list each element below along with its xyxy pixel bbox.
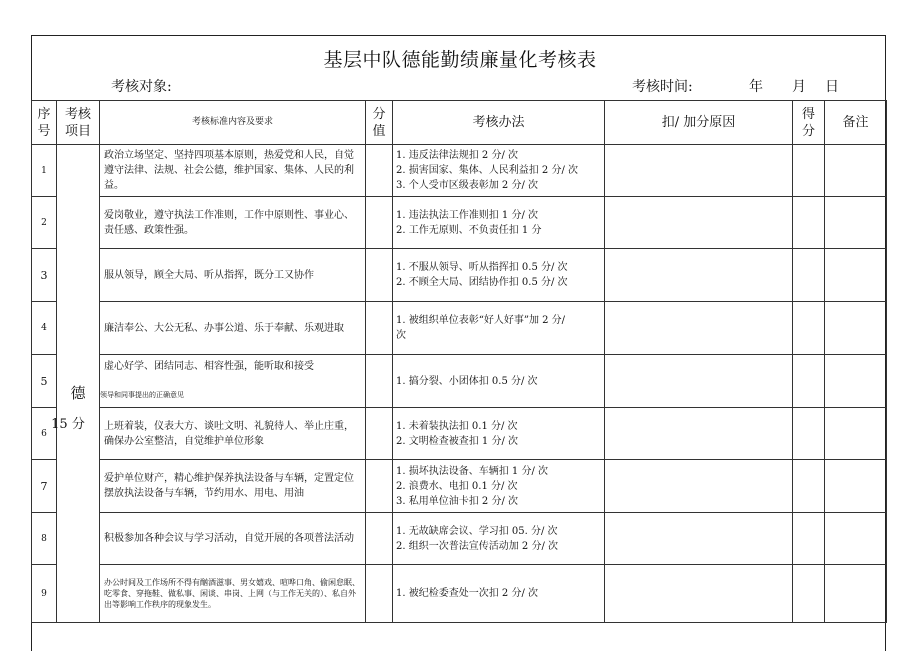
row-points[interactable] bbox=[793, 460, 825, 513]
date-year: 年 bbox=[749, 79, 763, 95]
header-standard: 考核标准内容及要求 bbox=[100, 101, 366, 145]
header-seq: 序号 bbox=[32, 101, 57, 145]
row-score[interactable] bbox=[366, 145, 393, 197]
row-standard: 爱岗敬业，遵守执法工作准则，工作中原则性、事业心、责任感、政策性强。 bbox=[100, 197, 366, 249]
category-points: 15 分 bbox=[51, 416, 85, 432]
row-reason[interactable] bbox=[605, 249, 793, 302]
row-note[interactable] bbox=[825, 408, 887, 460]
row-method: 1. 无故缺席会议、学习扣 05. 分/ 次 2. 组织一次普法宣传活动加 2 分/ 次 bbox=[393, 513, 605, 565]
row-points[interactable] bbox=[793, 513, 825, 565]
row-num: 4 bbox=[32, 302, 57, 355]
assessment-table bbox=[31, 100, 887, 623]
page-title: 基层中队德能勤绩廉量化考核表 bbox=[323, 49, 597, 71]
row-note[interactable] bbox=[825, 145, 887, 197]
category-name: 德 bbox=[70, 383, 86, 402]
row-num: 1 bbox=[32, 145, 57, 197]
row-points[interactable] bbox=[793, 302, 825, 355]
row-score[interactable] bbox=[366, 302, 393, 355]
row-note[interactable] bbox=[825, 355, 887, 408]
table-row bbox=[32, 355, 887, 408]
row-score[interactable] bbox=[366, 513, 393, 565]
date-day: 日 bbox=[825, 79, 839, 95]
row-num: 2 bbox=[32, 197, 57, 249]
row-score[interactable] bbox=[366, 408, 393, 460]
row-points[interactable] bbox=[793, 408, 825, 460]
header-reason: 扣/ 加分原因 bbox=[605, 101, 793, 145]
table-row bbox=[32, 408, 887, 460]
row-method: 1. 不服从领导、听从指挥扣 0.5 分/ 次 2. 不顾全大局、团结协作扣 0.5 分/ 次 bbox=[393, 249, 605, 302]
row-standard: 廉洁奉公、大公无私、办事公道、乐于奉献、乐观进取 bbox=[100, 302, 366, 355]
row-reason[interactable] bbox=[605, 355, 793, 408]
row-note[interactable] bbox=[825, 513, 887, 565]
row-method: 1. 搞分裂、小团体扣 0.5 分/ 次 bbox=[393, 355, 605, 408]
row-standard-main: 虚心好学、团结同志、相容性强，能听取和接受 bbox=[104, 361, 314, 372]
row-method: 1. 损坏执法设备、车辆扣 1 分/ 次 2. 浪费水、电扣 0.1 分/ 次 3. 私用单位油卡扣 2 分/ 次 bbox=[393, 460, 605, 513]
date-month: 月 bbox=[792, 79, 806, 95]
row-standard: 办公时间及工作场所不得有酗酒滋事、男女嬉戏、喧哗口角、偷闲怠眠、吃零食、穿拖鞋、做私事、闲谈、串岗、上网（与工作无关的）、私自外出等影响工作秩序的现象发生。 bbox=[100, 565, 366, 623]
row-note[interactable] bbox=[825, 302, 887, 355]
header-item: 考核项目 bbox=[57, 101, 100, 145]
row-method: 1. 被纪检委查处一次扣 2 分/ 次 bbox=[393, 565, 605, 623]
row-score[interactable] bbox=[366, 355, 393, 408]
category-cell bbox=[51, 145, 100, 623]
row-standard: 爱护单位财产，精心维护保养执法设备与车辆，定置定位摆放执法设备与车辆，节约用水、用电、用油 bbox=[100, 460, 366, 513]
row-standard: 政治立场坚定、坚持四项基本原则，热爱党和人民，自觉遵守法律、法规、社会公德，维护国家、集体、人民的利益。 bbox=[100, 145, 366, 197]
table-row bbox=[32, 197, 887, 249]
row-method: 1. 违法执法工作准则扣 1 分/ 次 2. 工作无原则、不负责任扣 1 分 bbox=[393, 197, 605, 249]
row-standard: 服从领导，顾全大局、听从指挥，既分工又协作 bbox=[100, 249, 366, 302]
row-reason[interactable] bbox=[605, 513, 793, 565]
subject-label: 考核对象: bbox=[111, 79, 172, 95]
row-reason[interactable] bbox=[605, 145, 793, 197]
row-num: 8 bbox=[32, 513, 57, 565]
row-score[interactable] bbox=[366, 565, 393, 623]
table-row bbox=[32, 565, 887, 623]
table-row bbox=[32, 302, 887, 355]
header-score: 分值 bbox=[366, 101, 393, 145]
row-num: 9 bbox=[32, 565, 57, 623]
row-reason[interactable] bbox=[605, 460, 793, 513]
row-standard bbox=[100, 355, 366, 408]
row-note[interactable] bbox=[825, 249, 887, 302]
header-note: 备注 bbox=[825, 101, 887, 145]
row-score[interactable] bbox=[366, 460, 393, 513]
table-row bbox=[32, 460, 887, 513]
row-reason[interactable] bbox=[605, 302, 793, 355]
row-standard: 上班着装，仪表大方、谈吐文明、礼貌待人、举止庄重，确保办公室整洁，自觉维护单位形象 bbox=[100, 408, 366, 460]
header-row bbox=[32, 101, 887, 145]
row-points[interactable] bbox=[793, 145, 825, 197]
row-num: 6 bbox=[32, 408, 57, 460]
header-points: 得分 bbox=[793, 101, 825, 145]
row-reason[interactable] bbox=[605, 565, 793, 623]
row-standard-sub: 领导和同事提出的正确意见 bbox=[100, 391, 184, 399]
header-method: 考核办法 bbox=[393, 101, 605, 145]
row-reason[interactable] bbox=[605, 408, 793, 460]
row-standard: 积极参加各种会议与学习活动，自觉开展的各项普法活动 bbox=[100, 513, 366, 565]
row-num: 7 bbox=[32, 460, 57, 513]
time-label: 考核时间: bbox=[632, 79, 693, 95]
row-method: 1. 违反法律法规扣 2 分/ 次 2. 损害国家、集体、人民利益扣 2 分/ 次 3. 个人受市区级表彰加 2 分/ 次 bbox=[393, 145, 605, 197]
row-reason[interactable] bbox=[605, 197, 793, 249]
row-method: 1. 未着装执法扣 0.1 分/ 次 2. 文明检查被查扣 1 分/ 次 bbox=[393, 408, 605, 460]
row-num: 3 bbox=[32, 249, 57, 302]
table-row bbox=[32, 513, 887, 565]
row-method: 1. 被组织单位表彰“好人好事”加 2 分/ 次 bbox=[393, 302, 605, 355]
table-row bbox=[32, 145, 887, 197]
table-row bbox=[32, 249, 887, 302]
row-num: 5 bbox=[32, 355, 57, 408]
row-score[interactable] bbox=[366, 249, 393, 302]
row-points[interactable] bbox=[793, 565, 825, 623]
row-points[interactable] bbox=[793, 355, 825, 408]
row-note[interactable] bbox=[825, 197, 887, 249]
row-note[interactable] bbox=[825, 565, 887, 623]
row-points[interactable] bbox=[793, 197, 825, 249]
row-points[interactable] bbox=[793, 249, 825, 302]
row-score[interactable] bbox=[366, 197, 393, 249]
row-note[interactable] bbox=[825, 460, 887, 513]
